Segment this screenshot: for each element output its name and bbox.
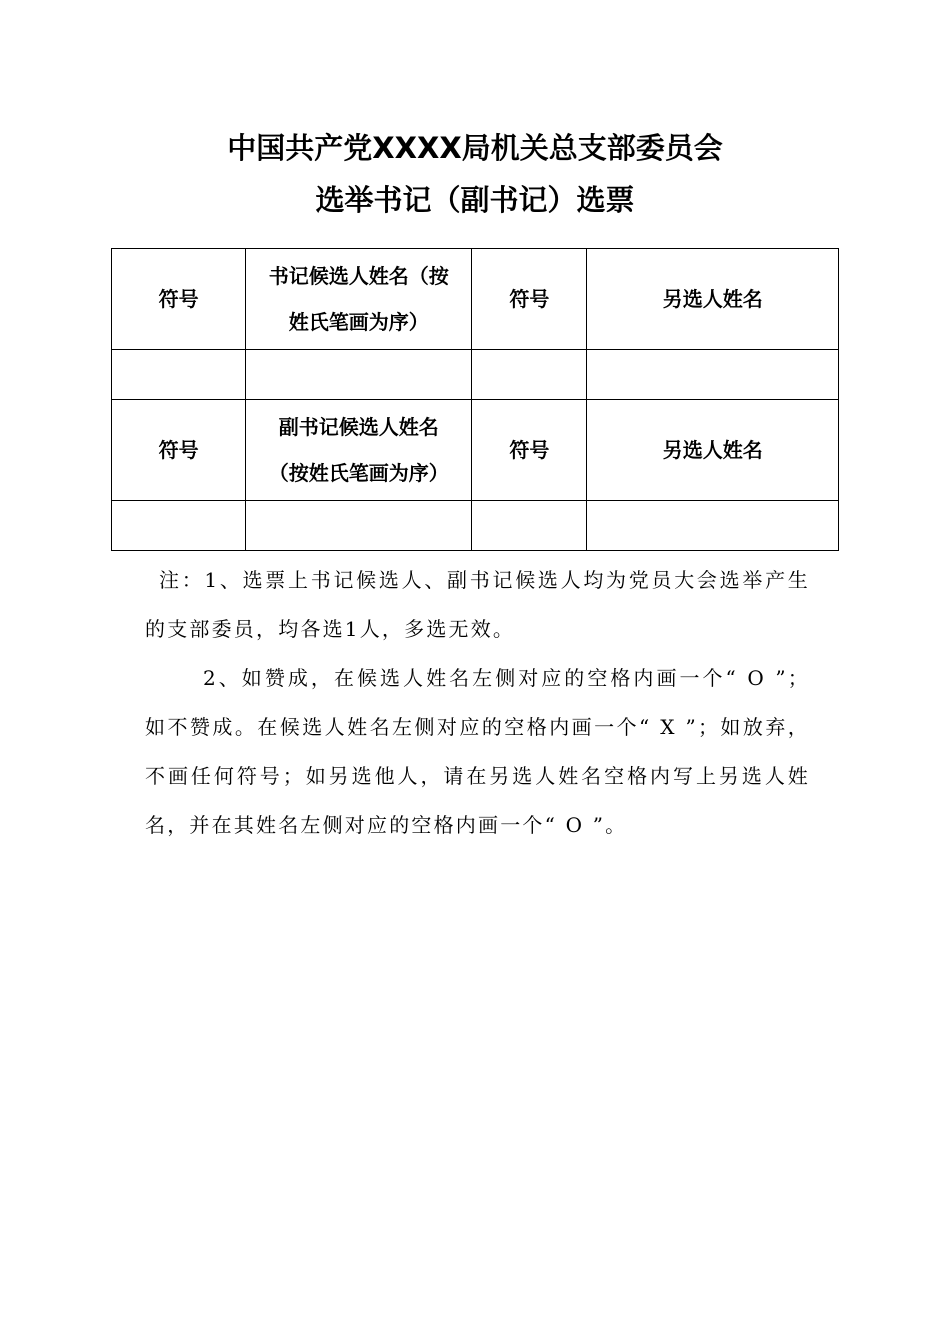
deputy-candidate-header (246, 400, 472, 501)
deputy-candidate-header-line2: （按姓氏笔画为序） (268, 461, 449, 485)
deputy-symbol-cell[interactable] (112, 501, 246, 551)
secretary-symbol-cell[interactable] (112, 350, 246, 400)
secretary-header-row (112, 249, 839, 350)
note-paragraph-2: 2、如赞成，在候选人姓名左侧对应的空格内画一个“ O ”；如不赞成。在候选人姓名左侧对应的空格内画一个“ X ”；如放弃，不画任何符号；如另选他人，请在另选人姓名空格内写上另选人姓名，并在其姓名左侧对应的空格内画一个“ O ”。 (145, 666, 810, 837)
secretary-alternate-header: 另选人姓名 (587, 249, 839, 350)
deputy-alt-symbol-header: 符号 (472, 400, 587, 501)
secretary-candidate-header-line1: 书记候选人姓名（按 (268, 264, 449, 288)
deputy-alternate-name-cell[interactable] (587, 501, 839, 551)
ballot-subtitle: 选举书记（副书记）选票 (315, 183, 635, 217)
secretary-symbol-header: 符号 (112, 249, 246, 350)
deputy-alt-symbol-cell[interactable] (472, 501, 587, 551)
ballot-title: 中国共产党XXXX局机关总支部委员会 (227, 131, 723, 165)
deputy-candidate-header-line1: 副书记候选人姓名 (278, 415, 439, 439)
deputy-header-row (112, 400, 839, 501)
deputy-alternate-header: 另选人姓名 (587, 400, 839, 501)
deputy-candidate-cell (246, 501, 472, 551)
secretary-candidate-header-line2: 姓氏笔画为序） (288, 310, 429, 334)
secretary-alternate-name-cell[interactable] (587, 350, 839, 400)
secretary-alt-symbol-header: 符号 (472, 249, 587, 350)
deputy-symbol-header: 符号 (112, 400, 246, 501)
deputy-vote-row (112, 501, 839, 551)
note-paragraph-1: 注：1、选票上书记候选人、副书记候选人均为党员大会选举产生的支部委员，均各选1人，多选无效。 (145, 568, 810, 641)
secretary-candidate-header (246, 249, 472, 350)
ballot-table (111, 248, 839, 551)
secretary-alt-symbol-cell[interactable] (472, 350, 587, 400)
secretary-candidate-cell (246, 350, 472, 400)
secretary-vote-row (112, 350, 839, 400)
